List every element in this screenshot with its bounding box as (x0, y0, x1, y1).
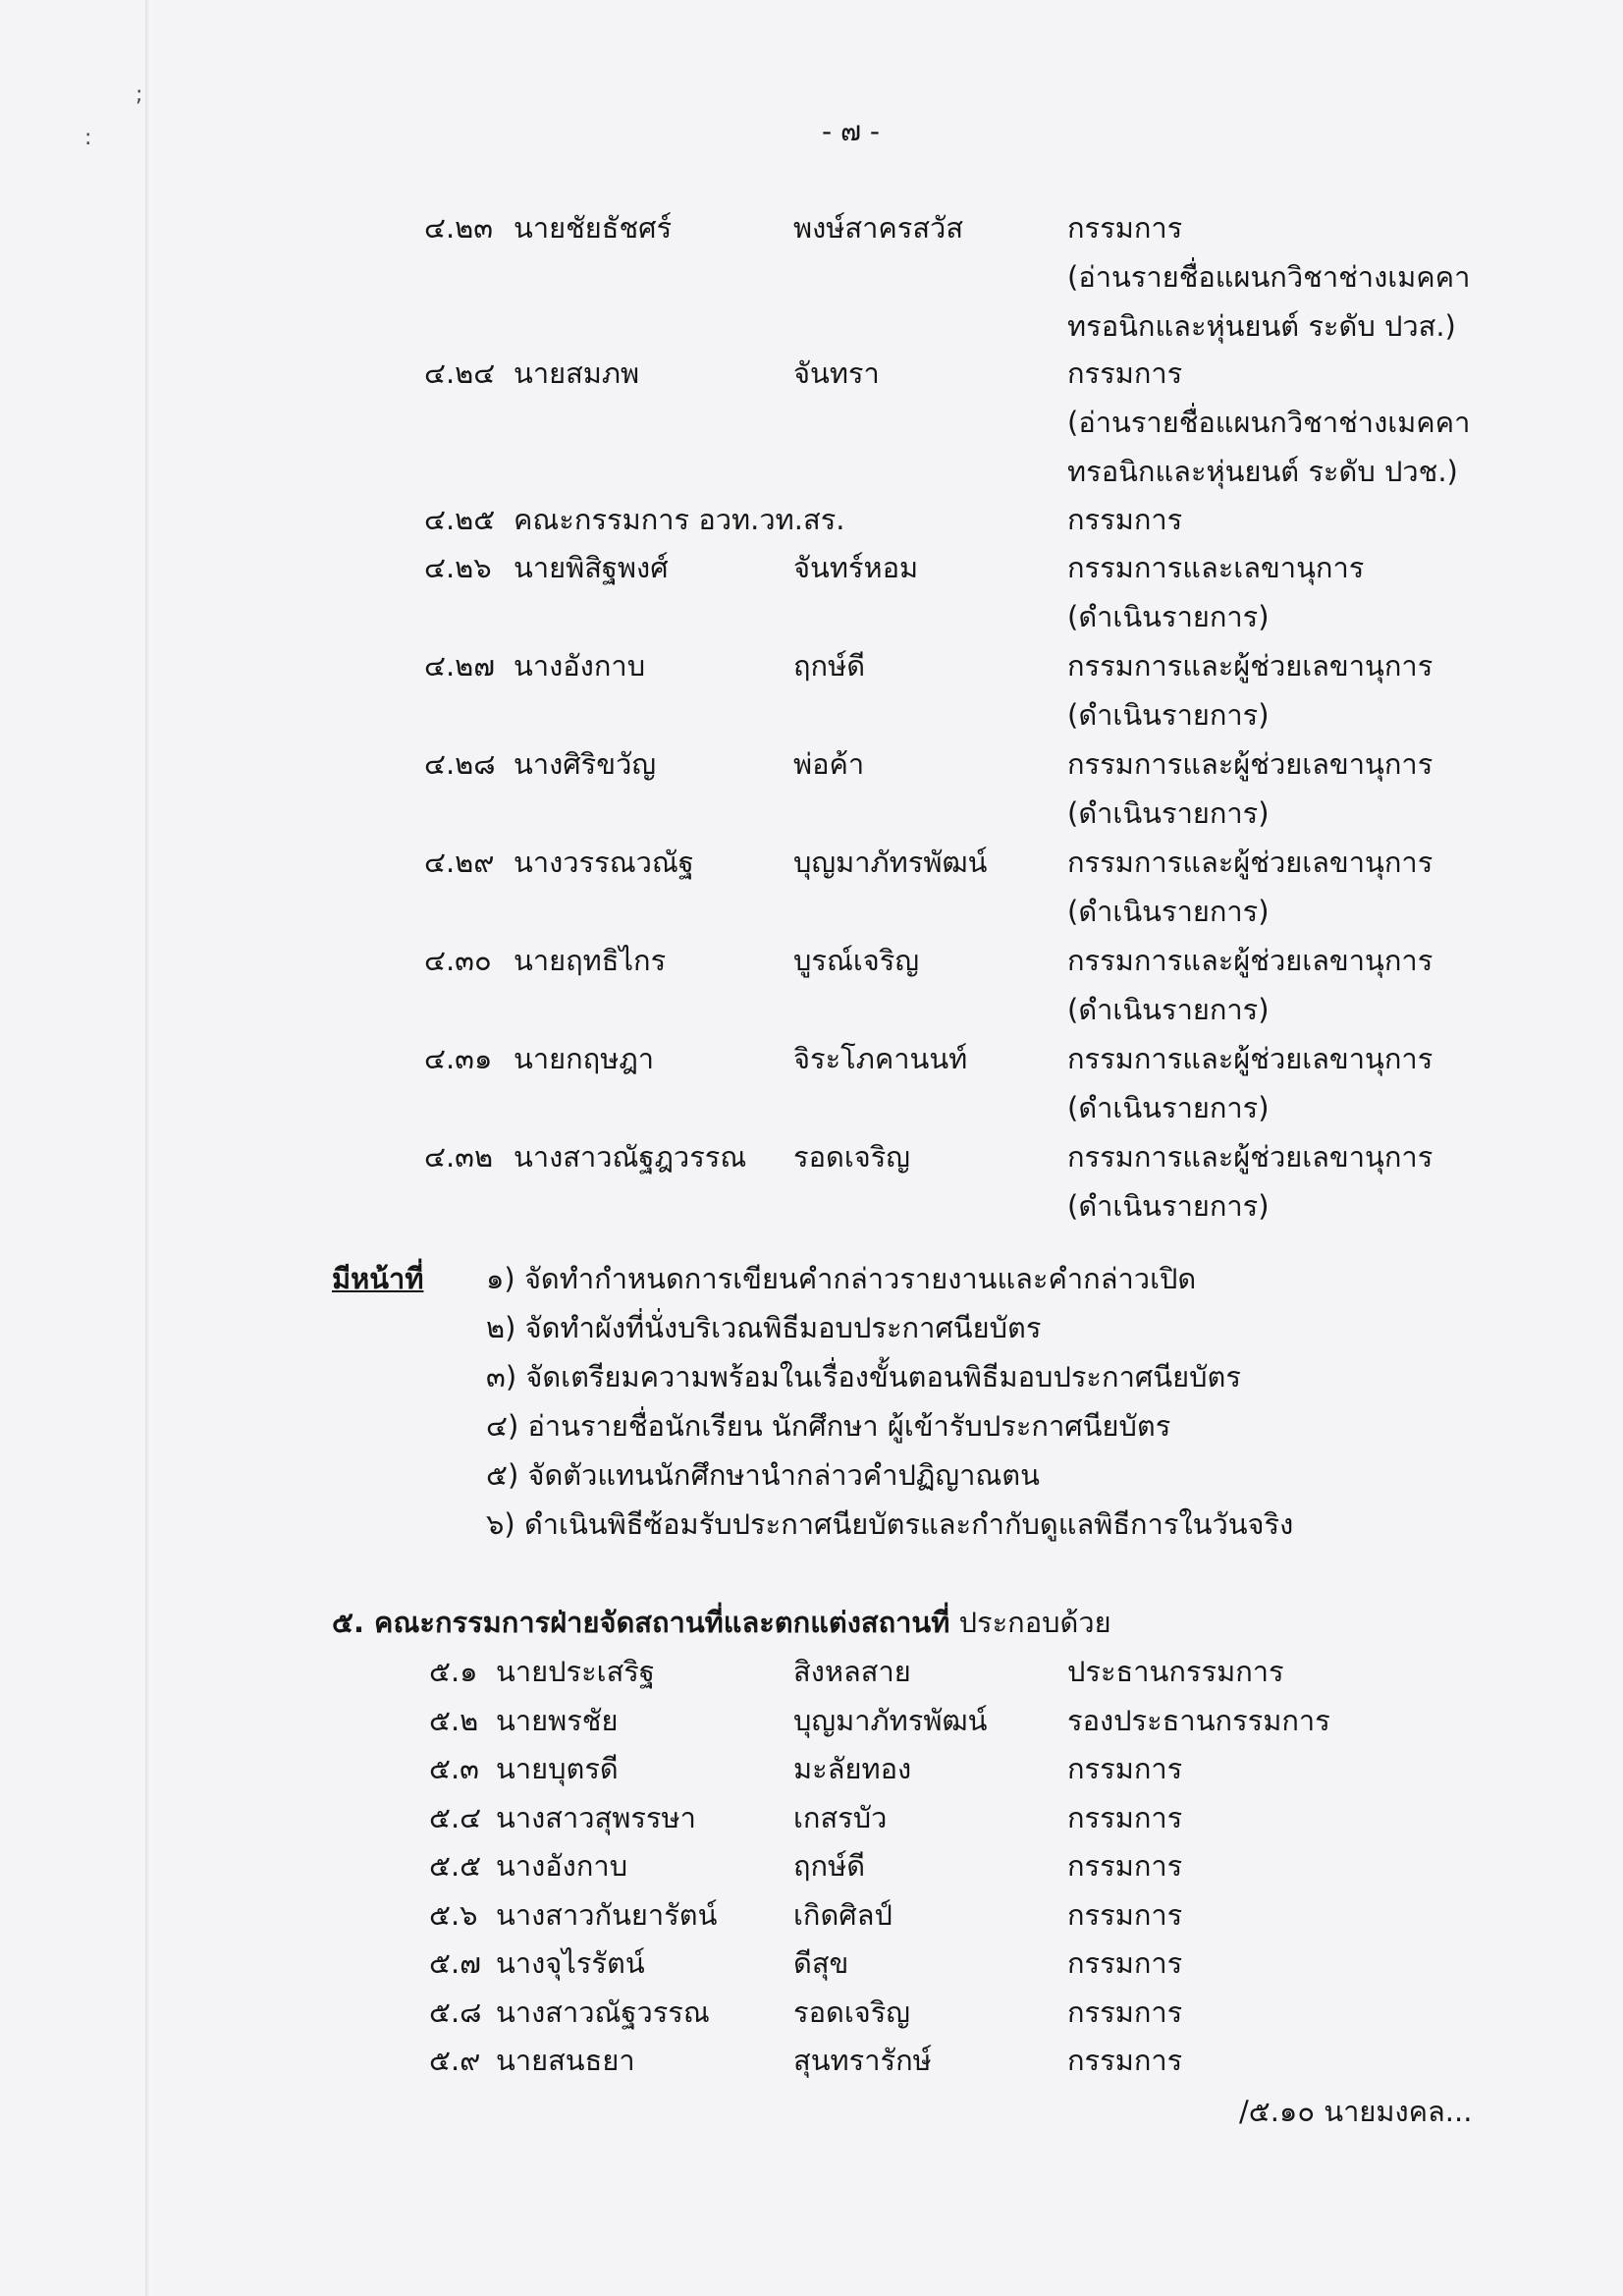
section-5-title-suffix: ประกอบด้วย (949, 1606, 1111, 1639)
member-surname: บูรณ์เจริญ (793, 944, 920, 977)
member-role: กรรมการ (1067, 1800, 1183, 1834)
duty-item: ๖) ดำเนินพิธีซ้อมรับประกาศนียบัตรและกำกับดูแลพิธีการในวันจริง (486, 1507, 1294, 1541)
member-surname: จันทร์หอม (793, 551, 919, 584)
member-role: กรรมการและผู้ช่วยเลขานุการ (1067, 1140, 1434, 1174)
member-name: นางอังกาบ (496, 1849, 628, 1883)
member-number: ๕.๓ (429, 1752, 479, 1785)
member-number: ๔.๓๐ (424, 944, 492, 977)
member-number: ๕.๖ (429, 1897, 478, 1932)
member-role: กรรมการ (1067, 1849, 1183, 1883)
member-name: นายบุตรดี (496, 1752, 619, 1785)
member-role-note: ทรอนิกและหุ่นยนต์ ระดับ ปวส.) (1067, 309, 1456, 343)
member-number: ๔.๓๑ (424, 1042, 493, 1075)
section-5-heading (332, 1601, 1111, 1644)
member-name: คณะกรรมการ อวท.วท.สร. (514, 503, 845, 536)
member-surname: รอดเจริญ (793, 1995, 911, 2029)
member-role-note: (อ่านรายชื่อแผนกวิชาช่างเมคคา (1067, 260, 1471, 294)
member-number: ๕.๔ (429, 1800, 482, 1834)
duty-item: ๕) จัดตัวแทนนักศึกษานำกล่าวคำปฏิญาณตน (486, 1458, 1040, 1492)
member-surname: ฤกษ์ดี (793, 649, 866, 683)
member-name: นางสาวสุพรรษา (496, 1800, 696, 1834)
member-surname: พ่อค้า (793, 747, 865, 781)
member-surname: มะลัยทอง (793, 1752, 912, 1785)
member-role: กรรมการ (1067, 211, 1183, 245)
member-role: กรรมการและผู้ช่วยเลขานุการ (1067, 846, 1434, 879)
member-role-note: (ดำเนินรายการ) (1067, 1189, 1270, 1223)
member-number: ๕.๑ (429, 1655, 478, 1688)
section-5-title: ๕. คณะกรรมการฝ่ายจัดสถานที่และตกแต่งสถานที่ (332, 1606, 950, 1639)
member-name: นายกฤษฎา (514, 1042, 655, 1075)
member-surname: จิระโภคานนท์ (793, 1042, 968, 1075)
member-role: ประธานกรรมการ (1067, 1655, 1284, 1688)
member-name: นางสาวกันยารัตน์ (496, 1897, 718, 1932)
duty-item: ๓) จัดเตรียมความพร้อมในเรื่องขั้นตอนพิธีมอบประกาศนียบัตร (486, 1360, 1241, 1394)
member-number: ๕.๕ (429, 1849, 482, 1883)
member-number: ๔.๒๘ (424, 747, 496, 781)
page-number: - ๗ - (821, 115, 881, 147)
member-number: ๔.๒๕ (424, 503, 496, 536)
member-number: ๔.๒๖ (424, 551, 492, 584)
margin-mark: ; (135, 82, 143, 107)
member-role: กรรมการ (1067, 1897, 1183, 1932)
member-role: กรรมการ (1067, 1946, 1183, 1980)
member-number: ๔.๒๓ (424, 211, 494, 245)
member-role-note: (ดำเนินรายการ) (1067, 600, 1270, 633)
member-surname: เกสรบัว (793, 1800, 888, 1834)
member-role-note: (ดำเนินรายการ) (1067, 895, 1270, 928)
member-role-note: ทรอนิกและหุ่นยนต์ ระดับ ปวช.) (1067, 455, 1458, 488)
member-surname: รอดเจริญ (793, 1140, 911, 1174)
member-role: กรรมการ (1067, 2044, 1183, 2077)
member-surname: บุญมาภัทรพัฒน์ (793, 846, 988, 879)
member-surname: สุนทรารักษ์ (793, 2044, 932, 2077)
binding-edge (145, 0, 151, 2296)
duty-item: ๔) อ่านรายชื่อนักเรียน นักศึกษา ผู้เข้ารับประกาศนียบัตร (486, 1409, 1171, 1443)
member-surname: สิงหลสาย (793, 1655, 911, 1688)
member-role: กรรมการ (1067, 1752, 1183, 1785)
member-surname: ฤกษ์ดี (793, 1849, 866, 1883)
member-name: นางวรรณวณัฐ (514, 846, 694, 879)
member-name: นายฤทธิไกร (514, 944, 667, 977)
member-name: นางสาวณัฐฎวรรณ (514, 1140, 747, 1174)
margin-mark: : (84, 126, 92, 150)
continuation-note: /๕.๑๐ นายมงคล... (1239, 2095, 1473, 2128)
member-role-note: (อ่านรายชื่อแผนกวิชาช่างเมคคา (1067, 406, 1471, 439)
member-number: ๔.๒๔ (424, 356, 496, 390)
member-name: นายประเสริฐ (496, 1655, 655, 1688)
member-role: กรรมการและผู้ช่วยเลขานุการ (1067, 1042, 1434, 1075)
member-name: นางศิริขวัญ (514, 747, 657, 781)
member-number: ๔.๒๙ (424, 846, 495, 879)
member-role-note: (ดำเนินรายการ) (1067, 993, 1270, 1026)
duty-item: ๑) จัดทำกำหนดการเขียนคำกล่าวรายงานและคำกล่าวเปิด (486, 1262, 1197, 1295)
duties-label: มีหน้าที่ (332, 1262, 424, 1295)
member-surname: จันทรา (793, 356, 880, 390)
member-name: นายสมภพ (514, 356, 640, 390)
member-surname: บุญมาภัทรพัฒน์ (793, 1703, 988, 1737)
member-role: กรรมการและผู้ช่วยเลขานุการ (1067, 944, 1434, 977)
member-role: รองประธานกรรมการ (1067, 1703, 1330, 1737)
member-number: ๕.๙ (429, 2044, 481, 2077)
member-name: นายพรชัย (496, 1703, 619, 1737)
member-role: กรรมการ (1067, 1995, 1183, 2029)
member-role: กรรมการและเลขานุการ (1067, 551, 1365, 584)
duty-item: ๒) จัดทำผังที่นั่งบริเวณพิธีมอบประกาศนียบัตร (486, 1311, 1042, 1344)
member-name: นายชัยธัชศร์ (514, 211, 673, 245)
member-role: กรรมการ (1067, 356, 1183, 390)
member-role: กรรมการและผู้ช่วยเลขานุการ (1067, 747, 1434, 781)
member-role-note: (ดำเนินรายการ) (1067, 1091, 1270, 1124)
member-name: นายพิสิฐพงศ์ (514, 551, 669, 584)
member-name: นายสนธยา (496, 2044, 635, 2077)
member-number: ๔.๓๒ (424, 1140, 494, 1174)
member-number: ๕.๒ (429, 1703, 479, 1737)
member-role-note: (ดำเนินรายการ) (1067, 796, 1270, 830)
member-surname: พงษ์สาครสวัส (793, 211, 964, 245)
member-name: นางจุไรรัตน์ (496, 1946, 645, 1980)
member-name: นางสาวณัฐวรรณ (496, 1995, 710, 2029)
member-number: ๕.๘ (429, 1995, 482, 2029)
member-role-note: (ดำเนินรายการ) (1067, 698, 1270, 732)
member-surname: เกิดศิลป์ (793, 1897, 893, 1932)
member-role: กรรมการ (1067, 503, 1183, 536)
member-name: นางอังกาบ (514, 649, 646, 683)
member-number: ๔.๒๗ (424, 649, 496, 683)
member-role: กรรมการและผู้ช่วยเลขานุการ (1067, 649, 1434, 683)
member-number: ๕.๗ (429, 1946, 481, 1980)
member-surname: ดีสุข (793, 1946, 849, 1980)
